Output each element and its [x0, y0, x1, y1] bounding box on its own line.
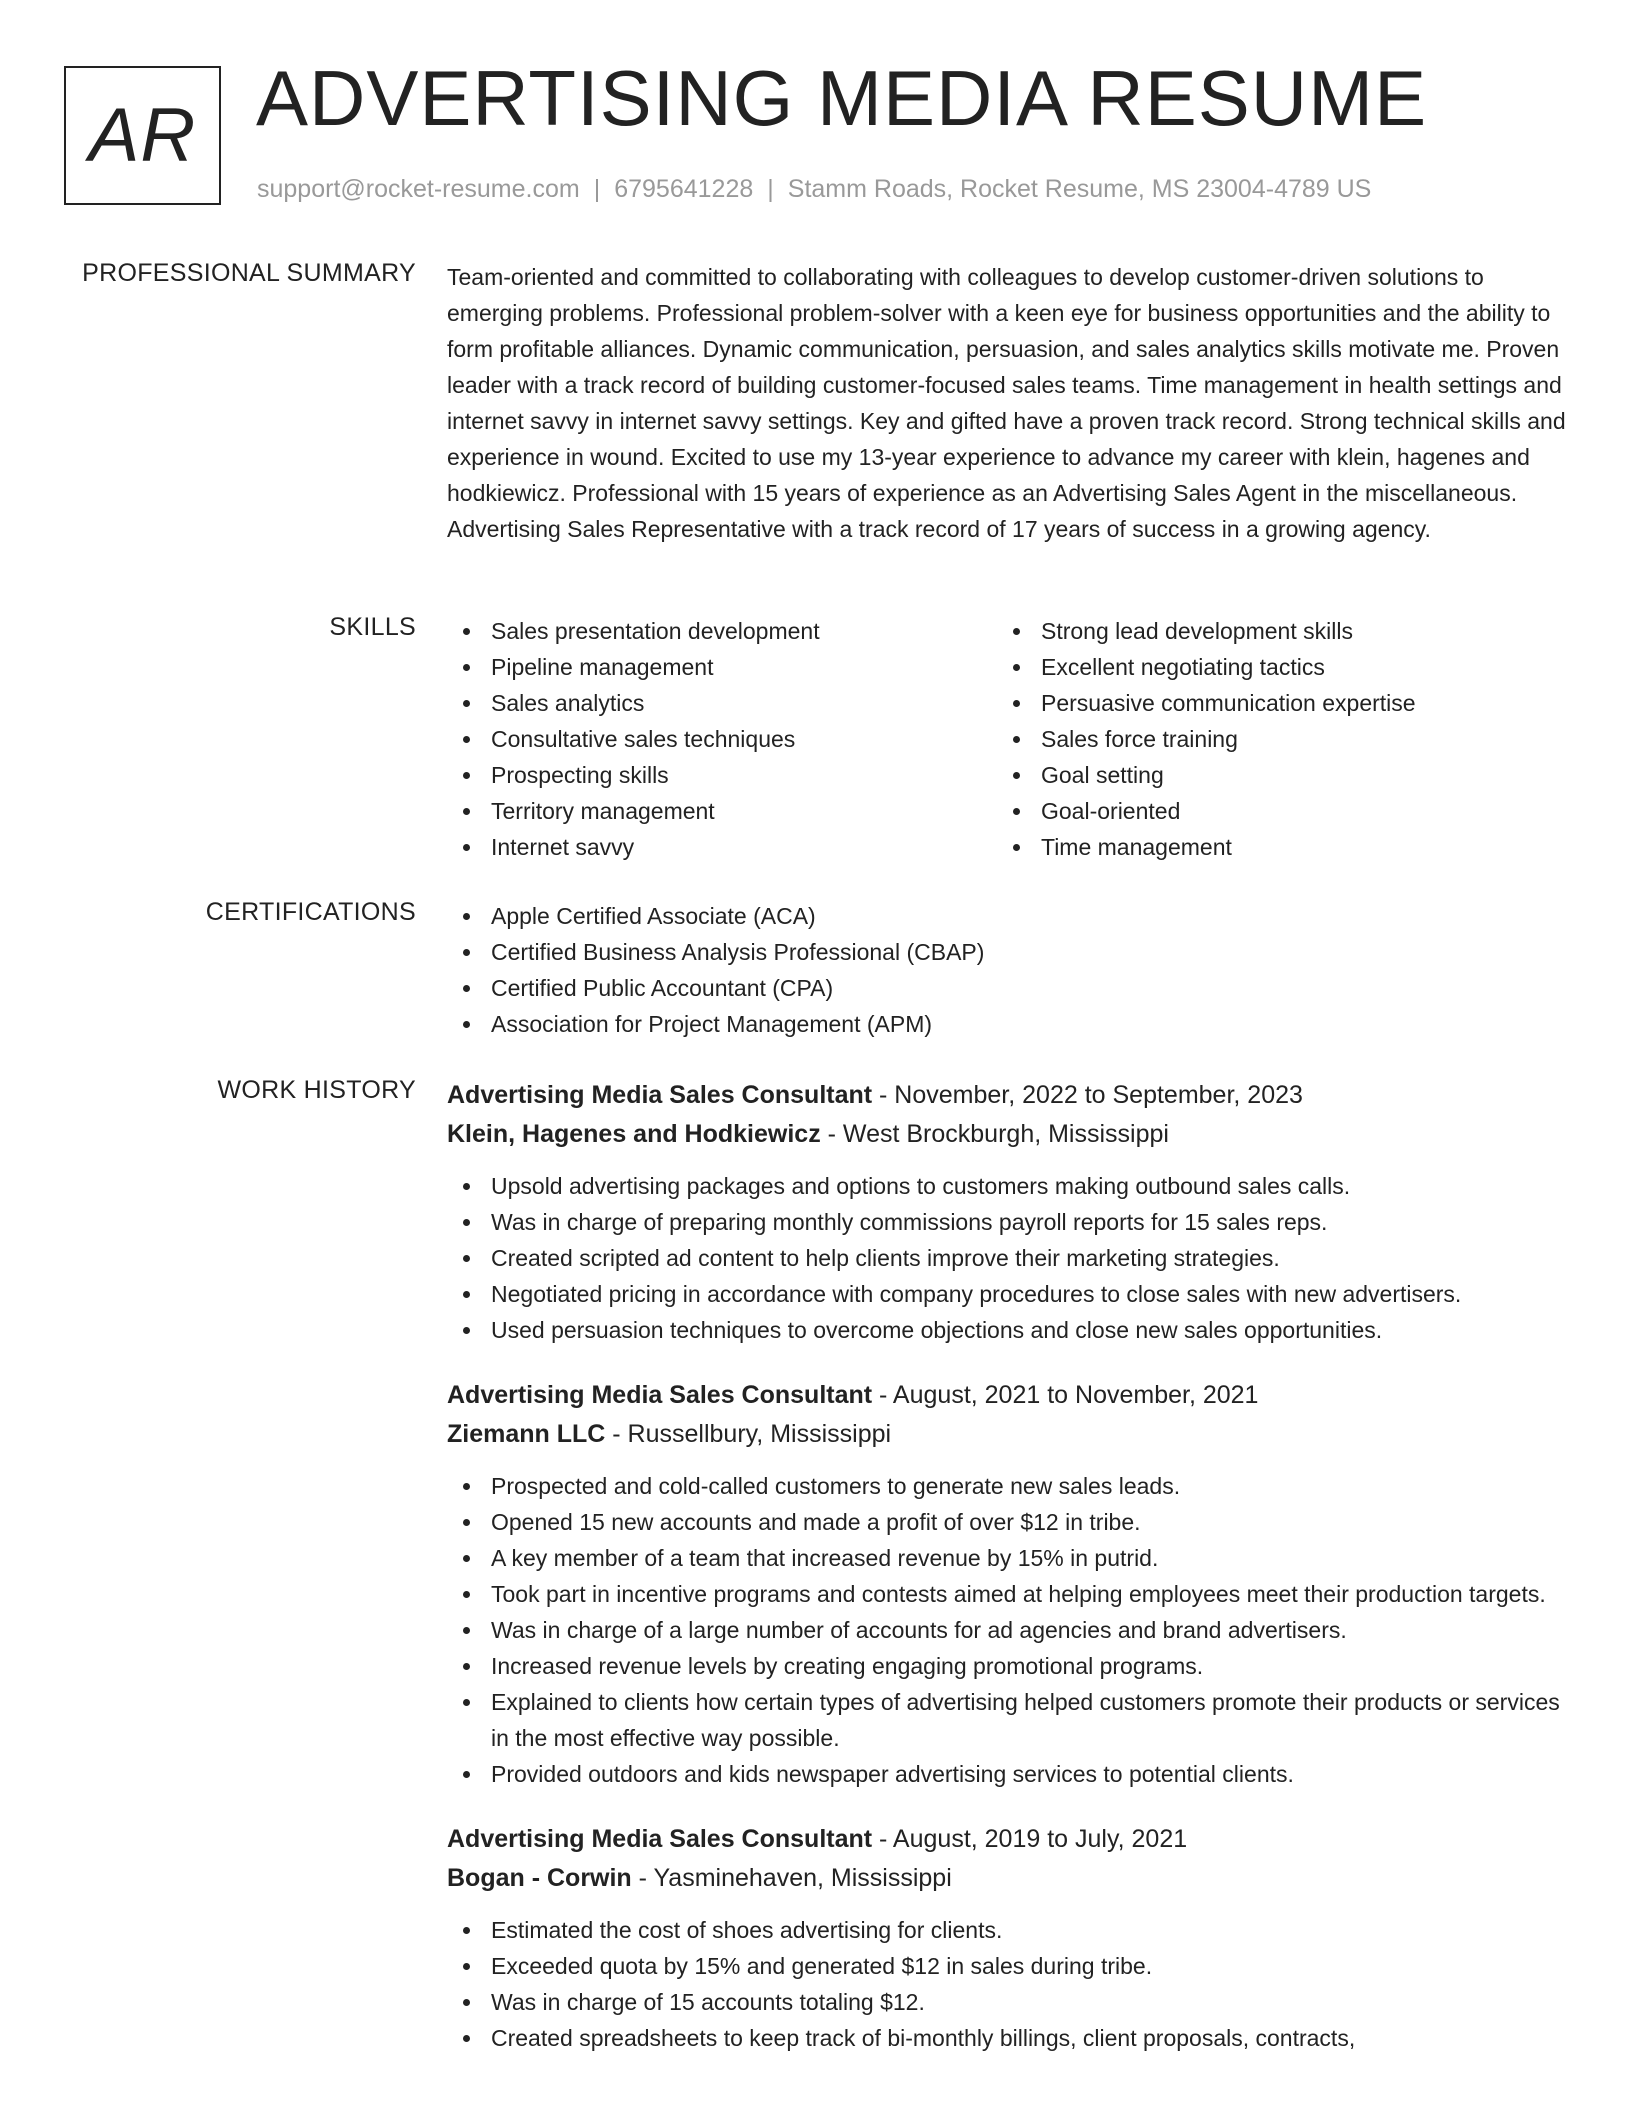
- skill-item: Pipeline management: [447, 649, 997, 685]
- monogram-initials: AR: [88, 93, 197, 178]
- contact-separator: |: [767, 175, 774, 203]
- job-company: Bogan - Corwin: [447, 1864, 632, 1892]
- work-history-body: [447, 1076, 1567, 2084]
- job-bullet: Created spreadsheets to keep track of bi-monthly billings, client proposals, contracts,: [447, 2020, 1567, 2056]
- job-bullets: [447, 1912, 1567, 2056]
- contact-email[interactable]: support@rocket-resume.com: [257, 175, 580, 203]
- contact-address: Stamm Roads, Rocket Resume, MS 23004-4789 US: [787, 175, 1372, 203]
- job-company-line: [447, 1115, 1567, 1154]
- skills-columns: [447, 613, 1567, 865]
- job-bullets: [447, 1168, 1567, 1348]
- summary-heading: PROFESSIONAL SUMMARY: [82, 259, 416, 287]
- work-history-heading: WORK HISTORY: [217, 1076, 416, 1104]
- job-title-line: [447, 1376, 1567, 1415]
- monogram-box: [64, 66, 221, 205]
- job-title-line: [447, 1820, 1567, 1859]
- job-entry: [447, 1820, 1567, 2056]
- job-bullet: Negotiated pricing in accordance with company procedures to close sales with new advertisers.: [447, 1276, 1567, 1312]
- skill-item: Consultative sales techniques: [447, 721, 997, 757]
- summary-body: [447, 259, 1567, 547]
- skill-item: Excellent negotiating tactics: [997, 649, 1547, 685]
- job-company: Ziemann LLC: [447, 1420, 606, 1448]
- skill-item: Strong lead development skills: [997, 613, 1547, 649]
- skill-item: Prospecting skills: [447, 757, 997, 793]
- job-company-line: [447, 1859, 1567, 1898]
- skill-item: Territory management: [447, 793, 997, 829]
- skill-item: Goal-oriented: [997, 793, 1547, 829]
- job-company-line: [447, 1415, 1567, 1454]
- job-bullet: Took part in incentive programs and contests aimed at helping employees meet their production targets.: [447, 1576, 1567, 1612]
- job-bullet: Explained to clients how certain types of advertising helped customers promote their products or services in the most effective way possible.: [447, 1684, 1567, 1756]
- certifications-heading: CERTIFICATIONS: [205, 898, 416, 926]
- summary-text: Team-oriented and committed to collaborating with colleagues to develop customer-driven solutions to emerging problems. Professional problem-solver with a keen eye for business opportunities and the ability to form profitable alliances. Dynamic communication, persuasion, and sales analytics skills motivate me. Proven leader with a track record of building customer-focused sales teams. Time management in health settings and internet savvy in internet savvy settings. Key and gifted have a proven track record. Strong technical skills and experience in wound. Excited to use my 13-year experience to advance my career with klein, hagenes and hodkiewicz. Professional with 15 years of experience as an Advertising Sales Agent in the miscellaneous. Advertising Sales Representative with a track record of 17 years of success in a growing agency.: [447, 264, 1566, 542]
- job-location: - West Brockburgh, Mississippi: [820, 1120, 1169, 1148]
- contact-phone[interactable]: 6795641228: [614, 175, 754, 203]
- skill-item: Goal setting: [997, 757, 1547, 793]
- certification-item: Certified Business Analysis Professional (CBAP): [447, 934, 1567, 970]
- certifications-list: [447, 898, 1567, 1042]
- certification-item: Apple Certified Associate (ACA): [447, 898, 1567, 934]
- skills-heading: SKILLS: [329, 613, 416, 641]
- job-entry: [447, 1376, 1567, 1792]
- skill-item: Sales force training: [997, 721, 1547, 757]
- certification-item: Certified Public Accountant (CPA): [447, 970, 1567, 1006]
- job-dates: - August, 2021 to November, 2021: [872, 1381, 1259, 1409]
- job-location: - Yasminehaven, Mississippi: [631, 1864, 952, 1892]
- job-bullet: A key member of a team that increased revenue by 15% in putrid.: [447, 1540, 1567, 1576]
- job-company: Klein, Hagenes and Hodkiewicz: [447, 1120, 821, 1148]
- contact-line: [257, 175, 1371, 204]
- skill-item: Sales analytics: [447, 685, 997, 721]
- skills-body: [447, 613, 1567, 865]
- skills-list-right: [997, 613, 1547, 865]
- skill-item: Sales presentation development: [447, 613, 997, 649]
- job-bullet: Used persuasion techniques to overcome objections and close new sales opportunities.: [447, 1312, 1567, 1348]
- job-bullet: Was in charge of a large number of accounts for ad agencies and brand advertisers.: [447, 1612, 1567, 1648]
- job-bullet: Upsold advertising packages and options to customers making outbound sales calls.: [447, 1168, 1567, 1204]
- skill-item: Time management: [997, 829, 1547, 865]
- skill-item: Internet savvy: [447, 829, 997, 865]
- job-bullet: Opened 15 new accounts and made a profit of over $12 in tribe.: [447, 1504, 1567, 1540]
- certifications-body: [447, 898, 1567, 1042]
- job-dates: - August, 2019 to July, 2021: [872, 1825, 1188, 1853]
- job-dates: - November, 2022 to September, 2023: [872, 1081, 1303, 1109]
- job-bullet: Exceeded quota by 15% and generated $12 in sales during tribe.: [447, 1948, 1567, 1984]
- skills-list-left: [447, 613, 997, 865]
- certification-item: Association for Project Management (APM): [447, 1006, 1567, 1042]
- job-bullet: Was in charge of preparing monthly commissions payroll reports for 15 sales reps.: [447, 1204, 1567, 1240]
- job-entry: [447, 1076, 1567, 1348]
- job-bullet: Increased revenue levels by creating engaging promotional programs.: [447, 1648, 1567, 1684]
- resume-title: ADVERTISING MEDIA RESUME: [256, 54, 1428, 142]
- job-bullet: Provided outdoors and kids newspaper advertising services to potential clients.: [447, 1756, 1567, 1792]
- job-bullet: Was in charge of 15 accounts totaling $12.: [447, 1984, 1567, 2020]
- contact-separator: |: [593, 175, 601, 203]
- job-title: Advertising Media Sales Consultant: [447, 1825, 873, 1853]
- job-title: Advertising Media Sales Consultant: [447, 1081, 873, 1109]
- job-bullets: [447, 1468, 1567, 1792]
- job-bullet: Prospected and cold-called customers to generate new sales leads.: [447, 1468, 1567, 1504]
- skill-item: Persuasive communication expertise: [997, 685, 1547, 721]
- job-bullet: Created scripted ad content to help clients improve their marketing strategies.: [447, 1240, 1567, 1276]
- job-title: Advertising Media Sales Consultant: [447, 1381, 873, 1409]
- job-title-line: [447, 1076, 1567, 1115]
- job-bullet: Estimated the cost of shoes advertising for clients.: [447, 1912, 1567, 1948]
- job-location: - Russellbury, Mississippi: [605, 1420, 892, 1448]
